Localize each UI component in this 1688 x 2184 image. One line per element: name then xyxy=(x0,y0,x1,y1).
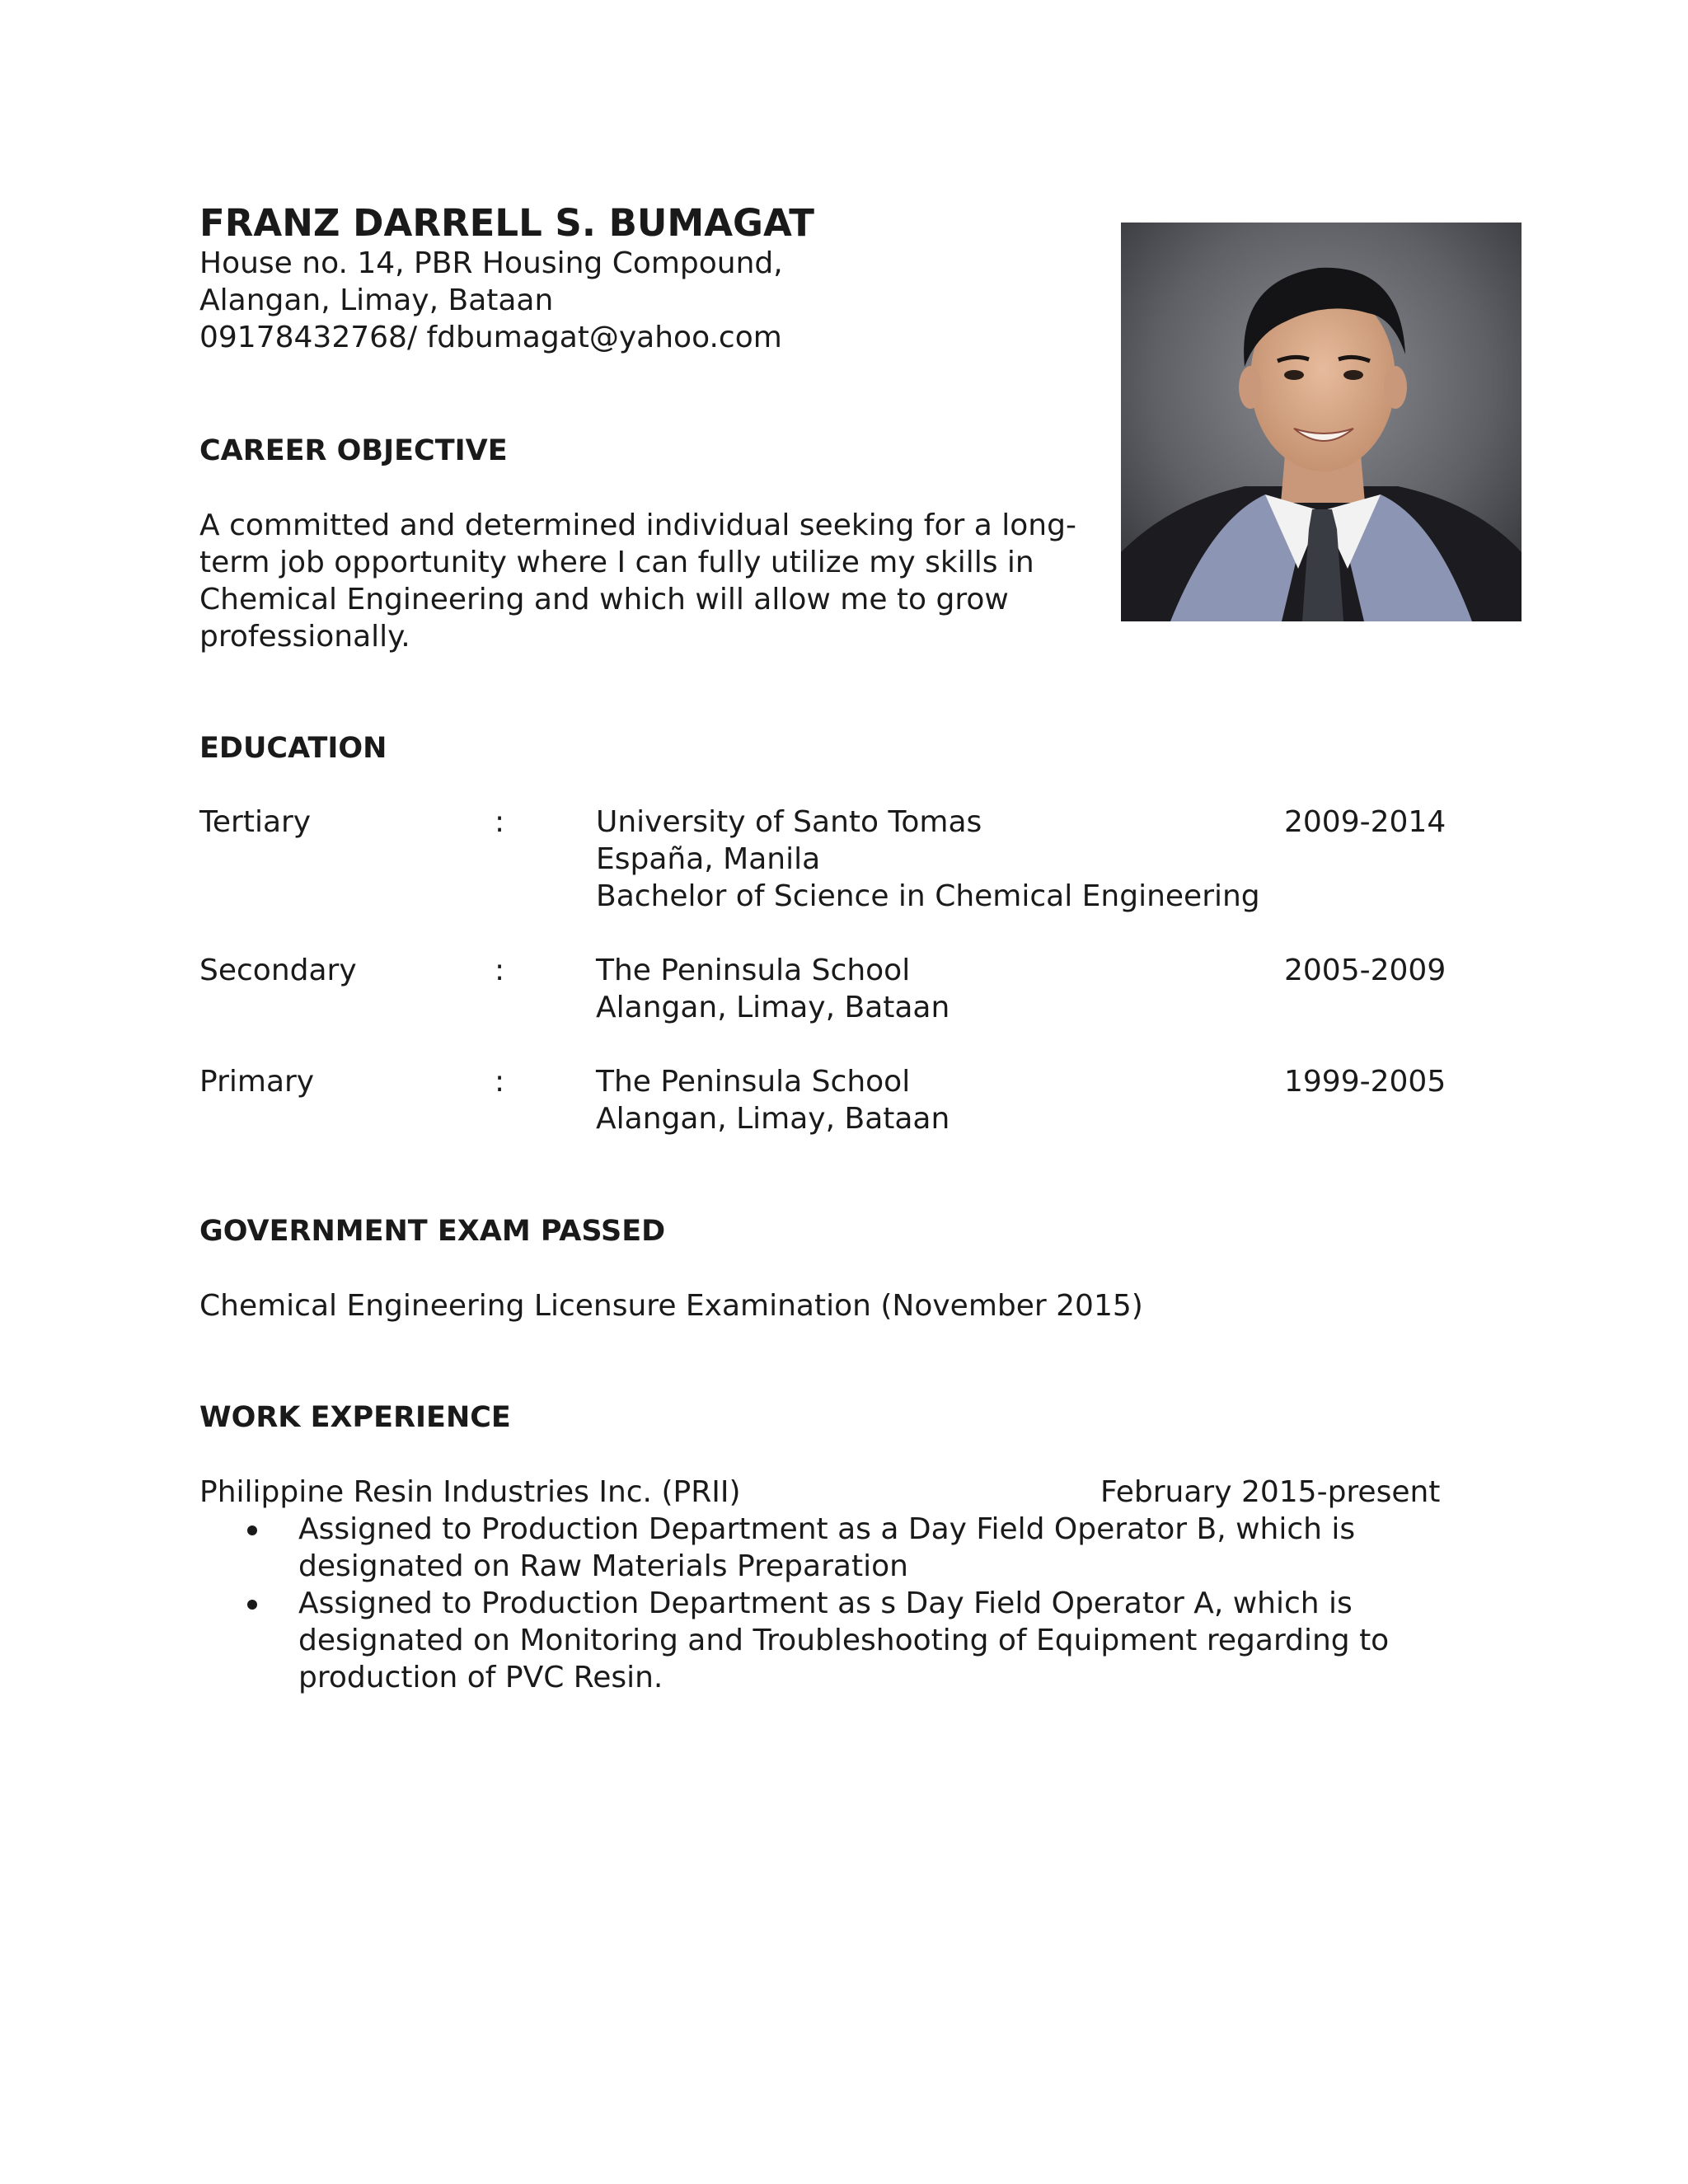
bullet-dot xyxy=(247,1526,257,1535)
tertiary-school: University of Santo Tomas xyxy=(596,805,982,839)
objective-line-4: professionally. xyxy=(199,620,410,654)
address-line-1: House no. 14, PBR Housing Compound, xyxy=(199,246,783,280)
education-separator: : xyxy=(495,805,505,839)
bullet-dot xyxy=(247,1600,257,1610)
work-bullet-line: designated on Monitoring and Troubleshooting of Equipment regarding to xyxy=(298,1624,1390,1657)
secondary-school: The Peninsula School xyxy=(596,954,911,987)
primary-years: 1999-2005 xyxy=(1284,1065,1447,1099)
employment-dates: February 2015-present xyxy=(1100,1475,1441,1509)
primary-location: Alangan, Limay, Bataan xyxy=(596,1102,950,1136)
education-level-tertiary: Tertiary xyxy=(199,805,312,839)
secondary-years: 2005-2009 xyxy=(1284,954,1447,987)
address-line-2: Alangan, Limay, Bataan xyxy=(199,284,554,317)
primary-school: The Peninsula School xyxy=(596,1065,911,1099)
applicant-name: FRANZ DARRELL S. BUMAGAT xyxy=(199,201,814,245)
company-name: Philippine Resin Industries Inc. (PRII) xyxy=(199,1475,741,1509)
objective-line-3: Chemical Engineering and which will allow me to grow xyxy=(199,583,1009,616)
work-bullet-line: Assigned to Production Department as s Day Field Operator A, which is xyxy=(298,1586,1353,1620)
work-bullet-line: designated on Raw Materials Preparation xyxy=(298,1549,908,1583)
tertiary-degree: Bachelor of Science in Chemical Engineering xyxy=(596,879,1260,913)
career-objective-heading: CAREER OBJECTIVE xyxy=(199,434,508,467)
tertiary-years: 2009-2014 xyxy=(1284,805,1447,839)
tertiary-location: España, Manila xyxy=(596,842,821,876)
education-level-primary: Primary xyxy=(199,1065,315,1099)
applicant-photo xyxy=(1121,223,1522,621)
work-bullet-line: production of PVC Resin. xyxy=(298,1661,663,1694)
education-separator: : xyxy=(495,954,505,987)
work-bullet-line: Assigned to Production Department as a Day Field Operator B, which is xyxy=(298,1512,1356,1546)
work-experience-heading: WORK EXPERIENCE xyxy=(199,1401,511,1434)
government-exam-text: Chemical Engineering Licensure Examination (November 2015) xyxy=(199,1289,1143,1323)
secondary-location: Alangan, Limay, Bataan xyxy=(596,991,950,1024)
objective-line-1: A committed and determined individual seeking for a long- xyxy=(199,509,1076,542)
objective-line-2: term job opportunity where I can fully utilize my skills in xyxy=(199,546,1034,579)
education-level-secondary: Secondary xyxy=(199,954,357,987)
education-heading: EDUCATION xyxy=(199,732,387,765)
education-separator: : xyxy=(495,1065,505,1099)
government-exam-heading: GOVERNMENT EXAM PASSED xyxy=(199,1215,666,1248)
contact-info: 09178432768/ fdbumagat@yahoo.com xyxy=(199,321,782,354)
